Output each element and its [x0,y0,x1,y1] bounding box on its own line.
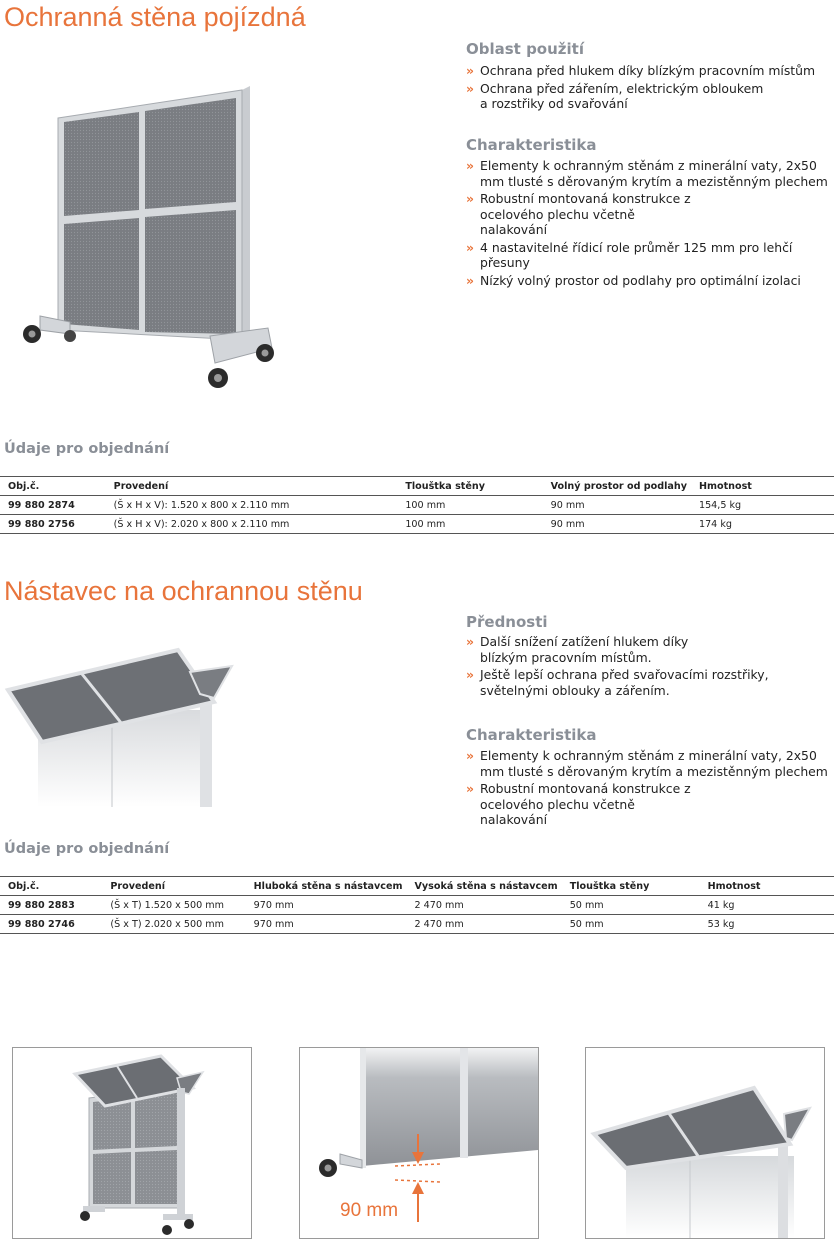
char-item: » Elementy k ochranným stěnám z minerální vaty, 2x50 mm tlusté s děrovaným krytím a mezistěnným plechem [466,158,832,189]
order-heading-1: Údaje pro objednání [4,441,170,457]
gallery-photo-extension-closeup [585,1047,825,1239]
col-header: Hluboká stěna s nástavcem [253,881,403,892]
char-item: » 4 nastavitelné řídicí role průměr 125 mm pro lehčí přesuny [466,240,832,271]
table-cell: 50 mm [569,900,604,911]
char-item: » Robustní montovaná konstrukce z ocelového plechu včetně nalakování [466,191,832,238]
characteristics-list-2 [466,748,832,830]
table-cell: 100 mm [405,500,446,511]
table-cell: 2 470 mm [414,919,464,930]
gallery-photo-wall-with-extension [12,1047,252,1239]
characteristics-heading: Charakteristika [466,136,597,154]
order-table-2 [0,876,834,934]
area-item: » Ochrana před zářením, elektrickým obloukem a rozstřiky od svařování [466,81,832,112]
wall-extension-image [0,632,250,807]
col-header: Vysoká stěna s nástavcem [414,881,558,892]
order-table-1 [0,476,834,534]
characteristics-heading-2: Charakteristika [466,726,597,744]
col-header: Provedení [113,481,169,492]
table-cell: 970 mm [253,900,294,911]
table-row [0,915,834,934]
col-header: Provedení [110,881,165,892]
order-heading-2: Údaje pro objednání [4,841,170,857]
clearance-label: 90 mm [340,1200,399,1221]
area-heading: Oblast použití [466,40,584,58]
order-number: 99 880 2746 [8,919,75,930]
char-item: » Nízký volný prostor od podlahy pro optimální izolaci [466,273,832,289]
table-cell: 41 kg [707,900,735,911]
advantages-list [466,634,832,700]
mobile-wall-image [10,78,300,398]
table-row [0,496,834,515]
table-header-row [0,477,834,496]
col-header: Hmotnost [707,881,761,892]
area-item: » Ochrana před hlukem díky blízkým pracovním místům [466,63,832,79]
table-cell: 53 kg [707,919,735,930]
gallery-photo-floor-clearance [299,1047,539,1239]
col-header: Obj.č. [8,881,40,892]
table-header-row [0,877,834,896]
table-cell: (Š x T) 2.020 x 500 mm [110,919,224,930]
table-cell: (Š x H x V): 1.520 x 800 x 2.110 mm [113,500,290,511]
table-cell: 90 mm [550,519,585,530]
section2-title: Nástavec na ochrannou stěnu [4,576,363,606]
order-number: 99 880 2883 [8,900,75,911]
table-cell: 50 mm [569,919,604,930]
characteristics-list [466,158,832,290]
section1-title: Ochranná stěna pojízdná [4,2,306,32]
col-header: Obj.č. [8,481,40,492]
table-cell: (Š x T) 1.520 x 500 mm [110,900,224,911]
area-list [466,63,832,114]
advantage-item: » Další snížení zatížení hlukem díky blízkým pracovním místům. [466,634,832,665]
table-cell: 970 mm [253,919,294,930]
table-cell: 2 470 mm [414,900,464,911]
table-row [0,515,834,534]
table-cell: 154,5 kg [698,500,742,511]
table-cell: 100 mm [405,519,446,530]
table-cell: 174 kg [698,519,732,530]
col-header: Volný prostor od podlahy [550,481,687,492]
col-header: Hmotnost [698,481,752,492]
table-cell: 90 mm [550,500,585,511]
char-item: » Robustní montovaná konstrukce z ocelového plechu včetně nalakování [466,781,832,828]
advantages-heading: Přednosti [466,613,548,631]
col-header: Tlouštka stěny [569,881,650,892]
char-item: » Elementy k ochranným stěnám z minerální vaty, 2x50 mm tlusté s děrovaným krytím a mezistěnným plechem [466,748,832,779]
col-header: Tlouštka stěny [405,481,485,492]
table-cell: (Š x H x V): 2.020 x 800 x 2.110 mm [113,519,290,530]
order-number: 99 880 2874 [8,500,75,511]
order-number: 99 880 2756 [8,519,75,530]
advantage-item: » Ještě lepší ochrana před svařovacími rozstřiky, světelnými oblouky a zářením. [466,667,832,698]
table-row [0,896,834,915]
